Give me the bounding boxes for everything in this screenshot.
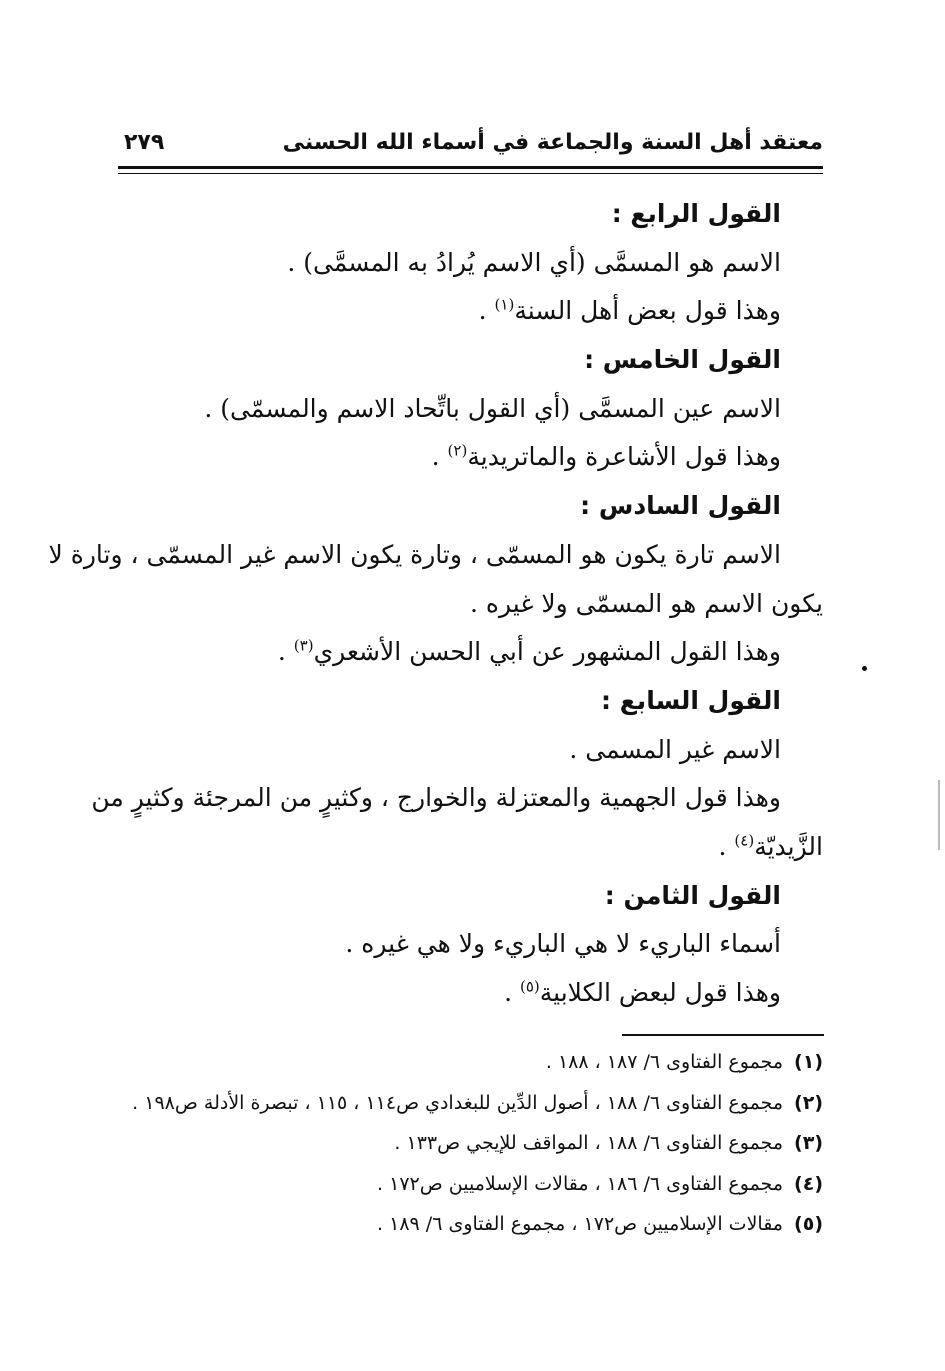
page-number: ٢٧٩ — [124, 130, 165, 155]
footnote-number: (٣) — [794, 1132, 823, 1154]
footnote-ref[interactable]: (٣) — [293, 636, 314, 655]
paragraph-line: الاسم تارة يكون هو المسمّى ، وتارة يكون الاسم غير المسمّى ، وتارة لا — [48, 539, 781, 569]
footnote-ref[interactable]: (٤) — [734, 831, 755, 850]
paragraph-end: . — [478, 296, 495, 326]
main-text — [48, 190, 823, 1018]
footnote-text: مجموع الفتاوى ٦/ ١٨٧ ، ١٨٨ . — [545, 1051, 783, 1073]
paragraph-line: الاسم عين المسمَّى (أي القول باتِّحاد الاسم والمسمّى) . — [204, 393, 781, 423]
footnote-item — [118, 1083, 823, 1124]
footnote-text: مجموع الفتاوى ٦/ ١٨٨ ، المواقف للإيجي ص١٣٣ . — [394, 1132, 783, 1154]
paragraph-text: وهذا قول الأشاعرة والماتريدية — [467, 442, 781, 472]
footnote-ref[interactable]: (٥) — [519, 977, 540, 996]
paragraph-line: يكون الاسم هو المسمّى ولا غيره . — [469, 588, 823, 618]
footnote-number: (٤) — [794, 1172, 823, 1195]
footnote-number: (٢) — [794, 1091, 823, 1114]
header-rule-thick — [118, 166, 823, 169]
footnote-item — [118, 1042, 823, 1083]
heading-fifth-view: القول الخامس : — [584, 345, 781, 375]
footnote-separator — [622, 1034, 824, 1036]
paragraph-line: الاسم هو المسمَّى (أي الاسم يُرادُ به المسمَّى) . — [287, 247, 781, 277]
paragraph-line — [118, 628, 823, 677]
footnote-item — [118, 1204, 823, 1245]
book-title: معتقد أهل السنة والجماعة في أسماء الله الحسنى — [282, 130, 823, 155]
scan-speck — [862, 666, 867, 671]
paragraph-text: وهذا قول لبعض الكلابية — [539, 978, 781, 1007]
paragraph-line: الاسم غير المسمى . — [569, 734, 781, 764]
footnote-item — [118, 1123, 823, 1164]
footnote-text: مقالات الإسلاميين ص١٧٢ ، مجموع الفتاوى ٦/ ١٨٩ . — [377, 1213, 783, 1235]
heading-eighth-view: القول الثامن : — [604, 880, 781, 910]
footnote-text: مجموع الفتاوى ٦/ ١٨٨ ، أصول الدِّين للبغدادي ص١١٤ ، ١١٥ ، تبصرة الأدلة ص١٩٨ . — [132, 1091, 783, 1114]
running-header — [118, 130, 823, 160]
heading-fourth-view: القول الرابع : — [611, 199, 781, 228]
paragraph-end: . — [277, 637, 294, 667]
paragraph-line — [118, 287, 823, 336]
paragraph-line: أسماء الباريء لا هي الباريء ولا هي غيره . — [345, 929, 781, 959]
footnote-item — [118, 1164, 823, 1205]
footnote-ref[interactable]: (٢) — [447, 442, 468, 461]
heading-seventh-view: القول السابع : — [601, 685, 781, 715]
paragraph-line: وهذا قول الجهمية والمعتزلة والخوارج ، وكثيرٍ من المرجئة وكثيرٍ من — [91, 783, 781, 813]
paragraph-line — [118, 823, 823, 872]
paragraph-text: وهذا القول المشهور عن أبي الحسن الأشعري — [313, 637, 781, 667]
paragraph-end: . — [718, 831, 735, 861]
scan-edge-mark — [938, 780, 940, 850]
footnote-ref[interactable]: (١) — [494, 296, 515, 315]
paragraph-line — [118, 433, 823, 482]
paragraph-end: . — [504, 978, 520, 1007]
paragraph-text: وهذا قول بعض أهل السنة — [514, 296, 781, 326]
paragraph-end: . — [431, 442, 448, 472]
paragraph-line — [118, 969, 823, 1018]
footnote-number: (١) — [794, 1051, 823, 1073]
footnote-text: مجموع الفتاوى ٦/ ١٨٦ ، مقالات الإسلاميين ص١٧٢ . — [377, 1172, 783, 1195]
footnote-number: (٥) — [794, 1213, 823, 1235]
heading-sixth-view: القول السادس : — [580, 491, 781, 521]
footnotes — [118, 1042, 823, 1245]
header-rule-thin — [118, 173, 823, 174]
paragraph-text: الزَّيديّة — [754, 831, 823, 861]
